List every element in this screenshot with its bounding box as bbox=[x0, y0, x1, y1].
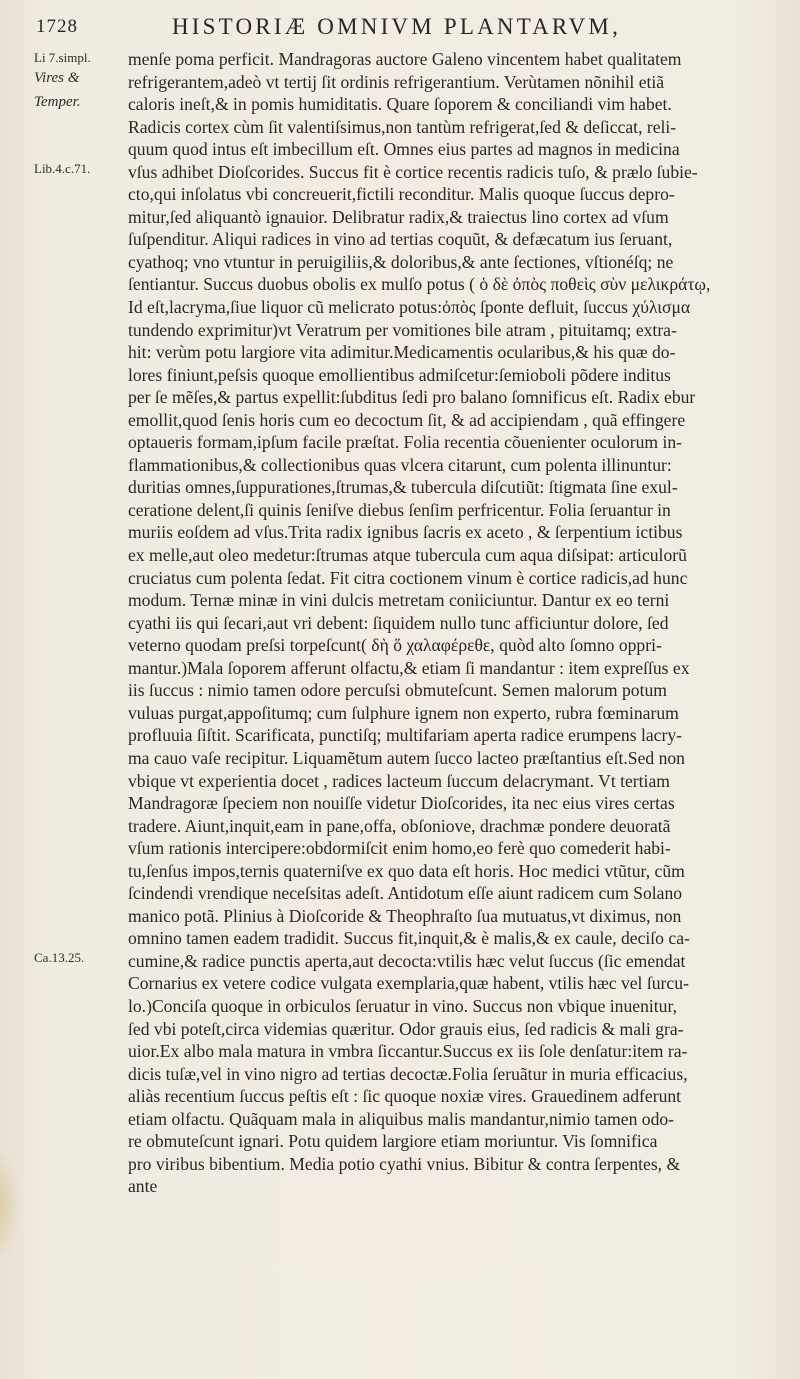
text-line: menſe poma perficit. Mandragoras auctore Galeno vincentem habet qualitatem bbox=[128, 49, 682, 69]
text-line: cyathi iis qui ſecari,aut vri debent: ſiquidem nullo tunc afficiuntur dolore, ſed bbox=[128, 612, 669, 633]
text-line: vbique vt experientia docet , radices lacteum ſuccum delacrymant. Vt tertiam bbox=[128, 770, 670, 791]
text-line: muriis eoſdem ad vſus.Trita radix ignibus ſacris ex aceto , & ſerpentium ictibus bbox=[128, 522, 683, 543]
margin-note-temper: Temper. bbox=[34, 94, 81, 110]
text-line: vſus adhibet Dioſcorides. Succus fit è cortice recentis radicis tuſo, & prælo ſubie- bbox=[128, 161, 698, 182]
text-line: quum quod intus eſt imbecillum eſt. Omnes eius partes ad magnos in medicina bbox=[128, 139, 680, 160]
text-line: vuluas purgat,appoſitumq; cum ſulphure ignem non experto, rubra fœminarum bbox=[128, 702, 679, 723]
text-line: aliàs recentium ſuccus peſtis eſt : ſic quoque noxiæ vires. Grauedinem adferunt bbox=[128, 1086, 682, 1107]
margin-note-lib4: Lib.4.c.71. bbox=[34, 161, 91, 176]
text-line: lo.)Conciſa quoque in orbiculos ſeruatur in vino. Succus non vbique inuenitur, bbox=[128, 995, 678, 1016]
text-line: Mandragoræ ſpeciem non nouiſſe videtur Dioſcorides, ita nec eius vires certas bbox=[128, 793, 675, 814]
text-line: re obmuteſcunt ignari. Potu quidem largiore etiam moriuntur. Vis ſomnifica bbox=[128, 1131, 658, 1152]
text-line: refrigerantem,adeò vt tertij ſit ordinis refrigerantium. Verùtamen nõnihil etiã bbox=[128, 71, 665, 92]
text-line: duritias omnes,ſuppurationes,ſtrumas,& tubercula diſcutiũt: ſtigmata ſine exul- bbox=[128, 477, 678, 498]
text-line: cyathoq; vno vtuntur in peruigiliis,& doloribus,& ante ſectiones, vſtionéſq; ne bbox=[128, 251, 674, 272]
text-line: optaueris formam,ipſum facile præſtat. Folia recentia cõuenienter oculorum in- bbox=[128, 432, 683, 453]
margin-note-simpl: Li 7.simpl. bbox=[34, 50, 91, 65]
text-line: tradere. Aiunt,inquit,eam in pane,offa, obſoniove, drachmæ pondere deuoratã bbox=[128, 815, 671, 836]
running-title: HISTORIÆ OMNIVM PLANTARVM, bbox=[172, 14, 622, 39]
text-line: mitur,ſed aliquantò ignauior. Delibratur radix,& traiectus lino cortex ad vſum bbox=[128, 206, 669, 227]
text-line: manico potã. Plinius à Dioſcoride & Theophraſto ſua mutuatus,vt diximus, non bbox=[128, 905, 682, 926]
text-line: veterno quodam preſsi torpeſcunt( δὴ ὅ χαλαφέρεθε, quòd alto ſomno oppri- bbox=[128, 635, 662, 656]
text-line: Cornarius ex vetere codice vulgata exemplaria,quæ habent, vtilis hæc vel ſurcu- bbox=[128, 973, 689, 994]
page-number: 1728 bbox=[36, 16, 78, 37]
text-line: tu,ſenſus impos,ternis quaterniſve ex quo data eſt horis. Hoc medici vtũtur, cũm bbox=[128, 860, 685, 881]
text-line: iis ſuccus : nimio tamen odore percuſsi obmuteſcunt. Semen malorum potum bbox=[128, 680, 667, 701]
margin-note-vires: Vires & bbox=[34, 70, 80, 86]
text-line: cto,qui inſolatus vbi concreuerit,fictili reconditur. Malis quoque ſuccus depro- bbox=[128, 184, 675, 205]
text-line: emollit,quod ſenis horis cum eo decoctum ſit, & ad accipiendam , quã effingere bbox=[128, 409, 686, 430]
text-line: Id eſt,lacryma,ſiue liquor cũ melicrato potus:ὀπὸς ſponte defluit, ſuccus χύλισμα bbox=[128, 297, 691, 318]
text-line: Radicis cortex cùm ſit valentiſsimus,non tantùm refrigerat,ſed & deſiccat, reli- bbox=[128, 116, 677, 137]
text-line: pro viribus bibentium. Media potio cyathi vnius. Bibitur & contra ſerpentes, & bbox=[128, 1153, 681, 1174]
text-line: dicis tuſæ,vel in vino nigro ad tertias decoctæ.Folia ſeruãtur in muria efficacius, bbox=[128, 1063, 688, 1084]
text-line: per ſe mẽſes,& partus expellit:ſubditus ſedi pro balano ſomnificus eſt. Radix ebur bbox=[128, 387, 696, 408]
margin-note-ca13: Ca.13.25. bbox=[34, 950, 85, 965]
text-line: modum. Ternæ minæ in vini dulcis metretam coniiciuntur. Dantur ex eo terni bbox=[128, 590, 670, 611]
text-line: uior.Ex albo mala matura in vmbra ſiccantur.Succus ex iis ſole denſatur:item ra- bbox=[128, 1041, 688, 1062]
text-line: ſcindendi vrendique neceſsitas adeſt. Antidotum eſſe aiunt radicem cum Solano bbox=[128, 883, 683, 904]
text-line: lores finiunt,peſsis quoque emollientibus admiſcetur:ſemioboli põdere inditus bbox=[128, 364, 671, 385]
text-line: cumine,& radice punctis aperta,aut decocta:vtilis hæc velut ſuccus (ſic emendat bbox=[128, 950, 686, 971]
text-line: ante bbox=[128, 1176, 158, 1197]
text-line: vſum rationis intercipere:obdormiſcit enim homo,eo ferè quo comederit habi- bbox=[128, 838, 671, 859]
text-line: ex melle,aut oleo medetur:ſtrumas atque tubercula cum aqua diſsipat: articulorũ bbox=[128, 545, 687, 566]
text-line: ſuſpenditur. Aliqui radices in vino ad tertias coquũt, & defæcatum ius ſeruant, bbox=[128, 229, 673, 250]
text-line: tundendo exprimitur)vt Veratrum per vomitiones bile atram , pituitamq; extra- bbox=[128, 319, 677, 340]
text-line: profluuia ſiſtit. Scarificata, punctiſq; multifariam aperta radice erumpens lacry- bbox=[128, 725, 682, 746]
text-line: ſed vbi poteſt,circa videmias quæritur. Odor grauis eius, ſed radicis & mali gra- bbox=[128, 1018, 684, 1039]
text-line: ma cauo vaſe recipitur. Liquamẽtum autem ſucco lacteo præſtantius eſt.Sed non bbox=[128, 747, 685, 768]
text-line: omnino tamen eadem tradidit. Succus fit,inquit,& è malis,& ex caule, deciſo ca- bbox=[128, 928, 690, 949]
text-line: caloris ineſt,& in pomis humiditatis. Quare ſoporem & conciliandi vim habet. bbox=[128, 94, 672, 115]
text-line: flammationibus,& collectionibus quas vlcera citarunt, cum polenta illinuntur: bbox=[128, 454, 672, 475]
paper-stain bbox=[0, 1150, 22, 1260]
text-line: etiam olfactu. Quãquam mala in aliquibus malis mandantur,nimio tamen odo- bbox=[128, 1108, 675, 1129]
text-line: hit: verùm potu largiore vita adimitur.Medicamentis ocularibus,& his quæ do- bbox=[128, 342, 676, 363]
text-line: ſentiantur. Succus duobus obolis ex mulſo potus ( ὁ δὲ ὀπὸς ποθεὶς σὺν μελικράτῳ, bbox=[128, 274, 711, 295]
page-header bbox=[36, 14, 766, 44]
text-line: cruciatus cum polenta ſedat. Fit citra coctionem vinum è cortice radicis,ad hunc bbox=[128, 567, 688, 588]
text-line: ceratione delent,ſi quinis ſeniſve diebus ſenſim perfricentur. Folia ſeruantur in bbox=[128, 499, 671, 520]
text-line: mantur.)Mala ſoporem afferunt olfactu,& etiam ſi mandantur : item expreſſus ex bbox=[128, 657, 690, 678]
main-text-block bbox=[128, 48, 790, 1198]
